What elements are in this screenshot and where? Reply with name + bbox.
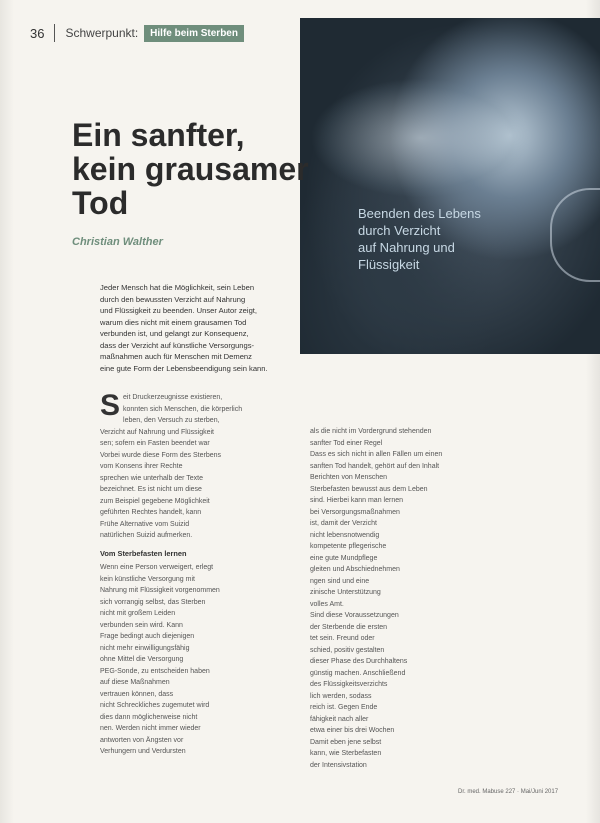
lead-line: Jeder Mensch hat die Möglichkeit, sein Leben <box>100 283 255 292</box>
body-line: schied, positiv gestalten <box>310 646 385 654</box>
page-header <box>30 24 244 42</box>
body-line: Sterbefasten bewusst aus dem Leben <box>310 485 428 493</box>
body-line: der Sterbende die ersten <box>310 623 388 631</box>
body-line: gleiten und Abschiednehmen <box>310 566 400 573</box>
body-line: sanfter Tod einer Regel <box>310 439 383 447</box>
section-label: Schwerpunkt: <box>65 26 139 40</box>
body-column-right <box>310 426 510 771</box>
author-name: Christian Walther <box>72 236 163 248</box>
drop-cap: S <box>100 389 121 422</box>
body-column-left <box>100 389 296 758</box>
body-line: volles Amt. <box>310 600 344 608</box>
caption-line: auf Nahrung und <box>358 240 455 255</box>
body-line: der Intensivstation <box>310 761 367 769</box>
body-line: vertrauen können, dass <box>100 690 174 698</box>
body-line: natürlichen Suizid aufmerken. <box>100 532 193 539</box>
body-line: sich vorrangig selbst, das Sterben <box>100 598 206 606</box>
body-line: Verzicht auf Nahrung und Flüssigkeit <box>100 428 215 436</box>
lead-line: eine gute Form der Lebensbeendigung sein kann. <box>100 363 268 373</box>
right-column-text <box>310 426 510 771</box>
body-line: nicht lebensnotwendig <box>310 531 380 539</box>
body-line: zum Beispiel gegebene Möglichkeit <box>100 497 210 505</box>
body-line: geführten Rechtes handelt, kann <box>100 509 202 516</box>
page-number: 36 <box>30 25 45 41</box>
lead-line: maßnahmen auch für Menschen mit Demenz <box>100 352 252 361</box>
body-line: dieser Phase des Durchhaltens <box>310 658 408 665</box>
title-line: Ein sanfter, <box>72 117 245 153</box>
body-line: Vorbei wurde diese Form des Sterbens <box>100 451 222 459</box>
body-line: konnten sich Menschen, die körperlich <box>123 405 243 413</box>
body-line: eine gute Mundpflege <box>310 554 378 562</box>
body-line: Wenn eine Person verweigert, erlegt <box>100 564 214 571</box>
body-line: Nahrung mit Flüssigkeit vorgenommen <box>100 587 220 594</box>
body-line: kompetente pflegerische <box>310 543 387 550</box>
photo-caption <box>358 205 528 273</box>
caption-line: Flüssigkeit <box>358 257 420 272</box>
body-line: günstig machen. Anschließend <box>310 669 406 677</box>
lead-line: durch den bewussten Verzicht auf Nahrung <box>100 294 246 304</box>
body-line: sind. Hierbei kann man lernen <box>310 497 403 504</box>
body-line: Dass es sich nicht in allen Fällen um einen <box>310 451 443 458</box>
body-line: als die nicht im Vordergrund stehenden <box>310 428 432 435</box>
body-line: vom Konsens ihrer Rechte <box>100 463 183 470</box>
body-line: sen; sofern ein Fasten beendet war <box>100 440 210 447</box>
body-line: Damit eben jene selbst <box>310 738 382 746</box>
title-line: Tod <box>72 185 129 221</box>
body-line: eit Druckerzeugnisse existieren, <box>123 394 223 401</box>
body-line: ohne Mittel die Versorgung <box>100 656 184 663</box>
body-line: kann, wie Sterbefasten <box>310 750 382 757</box>
body-line: Frage bedingt auch diejenigen <box>100 633 195 640</box>
body-line: etwa einer bis drei Wochen <box>310 727 395 734</box>
body-line: Verhungern und Verdursten <box>100 748 186 755</box>
lead-line: verbunden ist, und gelangt zur Konsequenz, <box>100 329 249 338</box>
lead-line: warum dies nicht mit einem grausamen Tod <box>100 317 247 327</box>
body-line: verbunden sein wird. Kann <box>100 621 183 629</box>
body-line: Berichten von Menschen <box>310 474 388 481</box>
body-line: dies dann möglicherweise nicht <box>100 713 198 721</box>
left-column-text-b <box>100 562 296 758</box>
body-line: antworten von Ängsten vor <box>100 736 184 744</box>
photo-light <box>310 78 530 198</box>
body-line: Sind diese Voraussetzungen <box>310 612 399 619</box>
body-line: zinische Unterstützung <box>310 589 381 596</box>
body-line: ngen sind und eine <box>310 577 370 585</box>
left-column-text-a <box>100 389 296 542</box>
body-line: bezeichnet. Es ist nicht um diese <box>100 486 202 493</box>
body-line: bei Versorgungsmaßnahmen <box>310 508 400 516</box>
body-line: PEG-Sonde, zu entscheiden haben <box>100 667 210 675</box>
caption-line: durch Verzicht <box>358 223 441 238</box>
body-line: Frühe Alternative vom Suizid <box>100 520 190 528</box>
title-line: kein grausamer <box>72 151 309 187</box>
page-footer: Dr. med. Mabuse 227 · Mai/Juni 2017 <box>458 789 559 795</box>
article-title <box>72 118 309 220</box>
photo-glass <box>550 188 600 282</box>
body-line: nicht mit großem Leiden <box>100 610 176 617</box>
section-tag: Hilfe beim Sterben <box>144 25 244 42</box>
article-photo <box>300 18 600 354</box>
subheading: Vom Sterbefasten lernen <box>100 548 187 558</box>
body-line: leben, den Versuch zu sterben, <box>123 417 220 424</box>
header-divider <box>54 24 55 42</box>
body-line: nen. Werden nicht immer wieder <box>100 725 201 732</box>
body-line: sanften Tod handelt, gehört auf den Inhalt <box>310 462 440 470</box>
body-line: lich werden, sodass <box>310 692 372 700</box>
body-line: fähigkeit nach aller <box>310 715 369 723</box>
caption-line: Beenden des Lebens <box>358 206 481 221</box>
body-line: kein künstliche Versorgung mit <box>100 575 195 583</box>
body-line: auf diese Maßnahmen <box>100 679 170 686</box>
body-line: tet sein. Freund oder <box>310 635 375 642</box>
body-line: nicht Schreckliches zugemutet wird <box>100 702 210 709</box>
body-line: des Flüssigkeitsverzichts <box>310 681 388 688</box>
body-line: sprechen wie unterhalb der Texte <box>100 474 203 482</box>
body-line: nicht mehr einwilligungsfähig <box>100 644 190 652</box>
body-line: reich ist. Gegen Ende <box>310 704 378 711</box>
lead-line: und Flüssigkeit zu beenden. Unser Autor zeigt, <box>100 306 258 315</box>
lead-line: dass der Verzicht auf künstliche Versorgungs- <box>100 340 255 350</box>
body-line: ist, damit der Verzicht <box>310 520 377 527</box>
lead-paragraph <box>100 282 300 374</box>
